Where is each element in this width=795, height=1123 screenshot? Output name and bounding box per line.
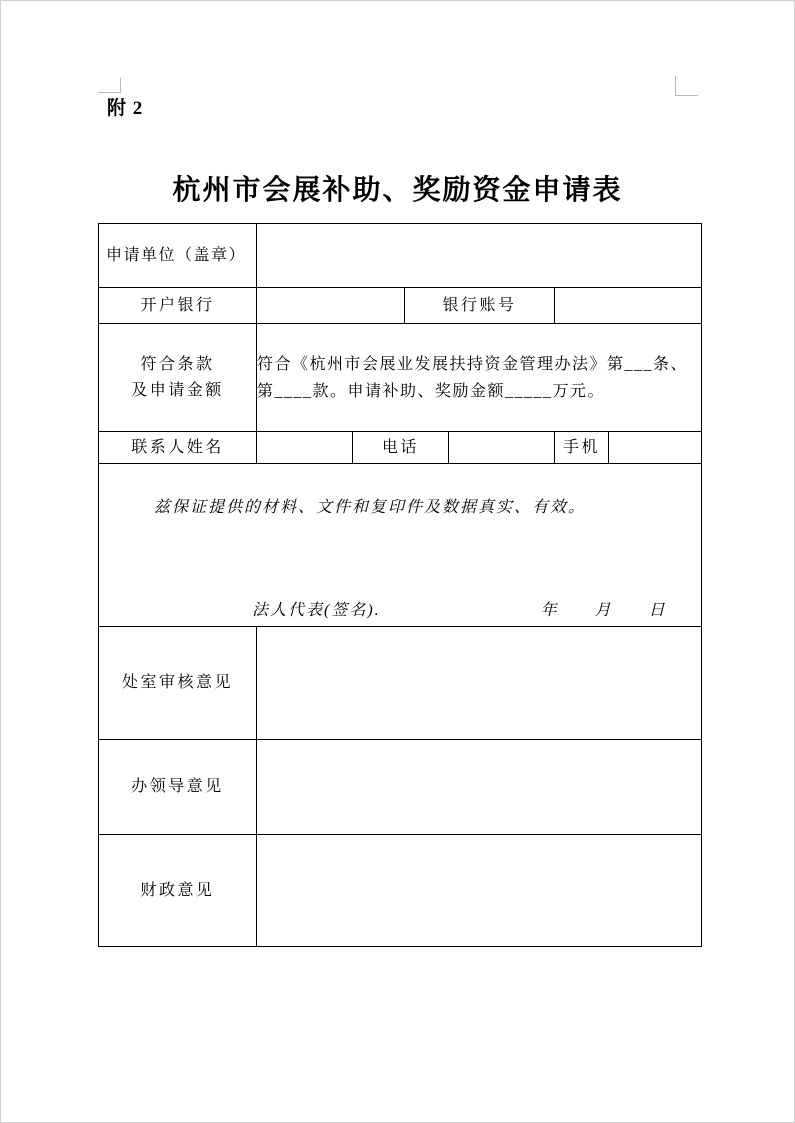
application-form-table bbox=[98, 223, 702, 947]
pledge-statement: 兹保证提供的材料、文件和复印件及数据真实、有效。 bbox=[154, 499, 587, 516]
row-office-leader-review bbox=[99, 740, 702, 835]
phone-input-cell[interactable] bbox=[449, 432, 555, 464]
applicant-unit-label: 申请单位（盖章） bbox=[99, 224, 257, 288]
applicant-unit-input-cell[interactable] bbox=[257, 224, 702, 288]
row-bank bbox=[99, 288, 702, 324]
legal-representative-signature-label: 法人代表(签名). bbox=[252, 602, 381, 619]
row-clause-amount bbox=[99, 324, 702, 432]
clause-amount-label bbox=[99, 324, 257, 432]
phone-label: 电话 bbox=[353, 432, 449, 464]
bank-account-label: 银行账号 bbox=[405, 288, 555, 324]
bank-name-input-cell[interactable] bbox=[257, 288, 405, 324]
mobile-input-cell[interactable] bbox=[609, 432, 702, 464]
clause-amount-label-line1: 符合条款 bbox=[140, 355, 215, 373]
date-placeholder: 年 月 日 bbox=[540, 602, 667, 619]
row-contact bbox=[99, 432, 702, 464]
office-leader-review-label: 办领导意见 bbox=[99, 740, 257, 835]
finance-review-label: 财政意见 bbox=[99, 835, 257, 947]
bank-name-label: 开户银行 bbox=[99, 288, 257, 324]
clause-text-line2: 第____款。申请补助、奖励金额_____万元。 bbox=[257, 382, 606, 400]
clause-text-line1: 符合《杭州市会展业发展扶持资金管理办法》第___条、 bbox=[257, 355, 689, 373]
mobile-label: 手机 bbox=[555, 432, 609, 464]
clause-amount-label-line2: 及申请金额 bbox=[131, 381, 224, 399]
attachment-label: 附 2 bbox=[107, 98, 144, 119]
margin-corner-mark-left bbox=[98, 78, 121, 93]
contact-name-label: 联系人姓名 bbox=[99, 432, 257, 464]
office-leader-review-input-cell[interactable] bbox=[257, 740, 702, 835]
row-pledge-signature bbox=[99, 464, 702, 627]
finance-review-input-cell[interactable] bbox=[257, 835, 702, 947]
signature-line bbox=[99, 597, 701, 620]
row-applicant-unit bbox=[99, 224, 702, 288]
clause-amount-text-cell[interactable] bbox=[257, 324, 702, 432]
contact-name-input-cell[interactable] bbox=[257, 432, 353, 464]
row-department-review bbox=[99, 627, 702, 740]
bank-account-input-cell[interactable] bbox=[555, 288, 702, 324]
margin-corner-mark-right bbox=[675, 76, 698, 96]
department-review-input-cell[interactable] bbox=[257, 627, 702, 740]
page-title: 杭州市会展补助、奖励资金申请表 bbox=[172, 175, 623, 206]
row-finance-review bbox=[99, 835, 702, 947]
pledge-signature-cell[interactable] bbox=[99, 464, 702, 627]
department-review-label: 处室审核意见 bbox=[99, 627, 257, 740]
